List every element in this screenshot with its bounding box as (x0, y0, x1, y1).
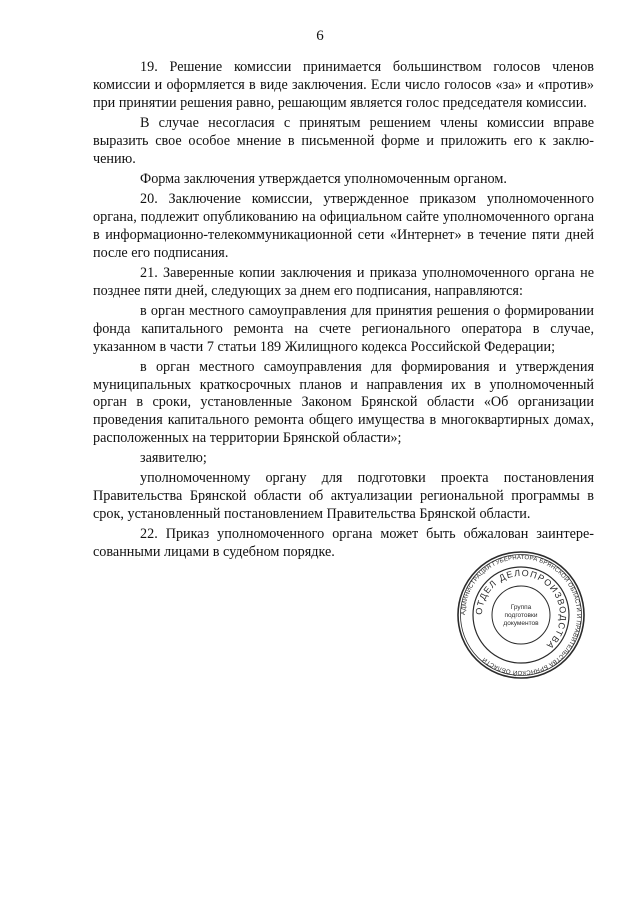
list-item-local-government-fund: в орган местного самоуправления для принятия решения о формировании фонда капитального ремонта на счете регионального оператора в случае, указанном в части 7 статьи 189 Жилищного кодекса Российской Федерации; (93, 302, 594, 355)
paragraph-22: 22. Приказ уполномоченного органа может быть обжалован заинтересованными лицами в судебном порядке. (93, 526, 594, 561)
paragraph-19: 19. Решение комиссии принимается большинством голосов членов комиссии и оформляется в виде заключения. Если число голосов «за» и «против» при принятии решения равно, решающим является голос председателя комиссии. (93, 59, 594, 111)
seal-center-line-3: документов (503, 620, 539, 627)
list-item-local-government-plans: в орган местного самоуправления для формирования и утверждения муниципальных краткосрочных планов и направления их в уполномоченный орган в сроки, установленные Законом Брянской области «Об организации проведения капитального ремонта общего имущества в многоквартирных домах, расположенных на территории Брянской области»; (93, 358, 594, 447)
paragraph-20: 20. Заключение комиссии, утвержденное приказом уполномоченного органа, подлежит опубликованию на официальном сайте уполномоченного органа в информационно-телекоммуникационной сети «Интернет» в течение пяти дней после его подписания. (93, 190, 594, 261)
paragraph-form: Форма заключения утверждается уполномоченным органом. (140, 170, 507, 187)
seal-center-line-2: подготовки (504, 612, 538, 619)
seal-outer-ring-text: АДМИНИСТРАЦИЯ ГУБЕРНАТОРА БРЯНСКОЙ ОБЛАСТИ И ПРАВИТЕЛЬСТВА БРЯНСКОЙ ОБЛАСТИ (460, 554, 582, 676)
list-item-authorized-body: уполномоченному органу для подготовки проекта постановления Правительства Брянской области об актуализации региональной программы в срок, установленный постановлением Правительства Брянской области. (93, 470, 594, 523)
paragraph-dissent: В случае несогласия с принятым решением члены комиссии вправе выразить свое особое мнение в письменной форме и приложить его к заключению. (93, 114, 594, 167)
official-seal (455, 549, 587, 681)
page-number: 6 (316, 28, 324, 44)
seal-inner-ring-text: ОТДЕЛ ДЕЛОПРОИЗВОДСТВА (473, 567, 569, 652)
seal-center-line-1: Группа (510, 604, 532, 611)
seal-graphic (455, 549, 587, 681)
paragraph-21: 21. Заверенные копии заключения и приказа уполномоченного органа не позднее пяти дней, следующих за днем его подписания, направляются: (93, 264, 594, 299)
document-body (93, 59, 594, 564)
list-item-applicant: заявителю; (140, 450, 207, 467)
